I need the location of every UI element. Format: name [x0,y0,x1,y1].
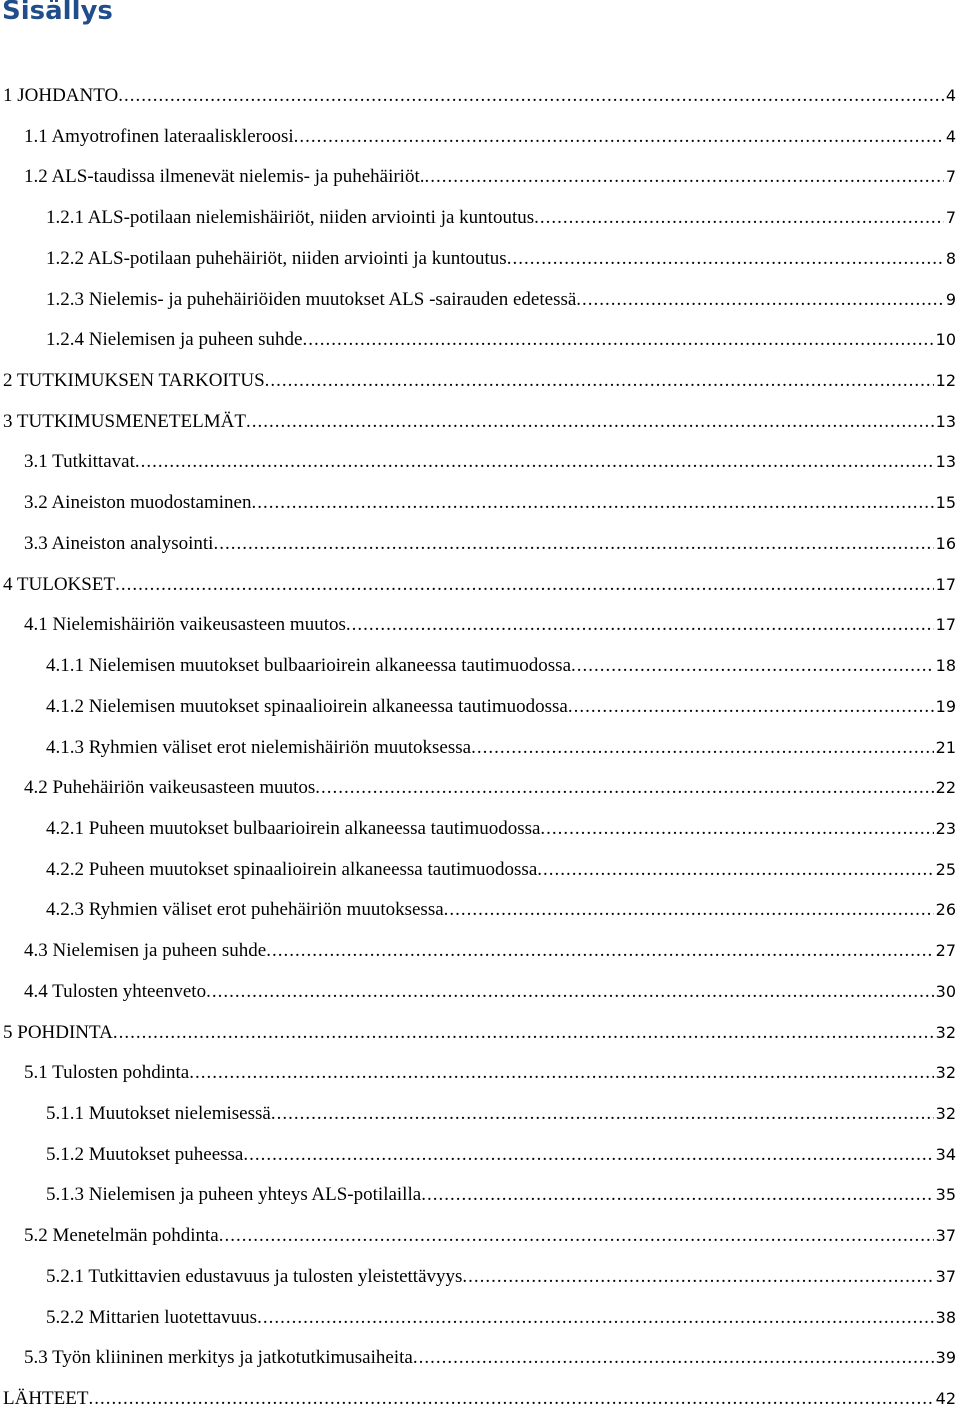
toc-entry-page-number: 4 [945,126,956,146]
toc-entry-title: 5.1 Tulosten pohdinta [24,1062,190,1084]
toc-entry-title: 3.1 Tutkittavat [24,451,135,473]
toc-entry[interactable] [0,1175,960,1216]
toc-entry[interactable] [0,890,960,931]
toc-dot-leader [444,890,934,930]
toc-entry-page-number: 35 [935,1185,956,1205]
toc-dot-leader [265,361,934,401]
toc-entry-page-number: 37 [935,1226,956,1246]
toc-dot-leader [576,280,944,320]
toc-entry[interactable] [0,1216,960,1257]
toc-dot-leader [507,239,944,279]
toc-entry[interactable] [0,728,960,769]
toc-dot-leader [206,972,934,1012]
toc-entry[interactable] [0,565,960,606]
toc-entry-title: 5.2.1 Tutkittavien edustavuus ja tulosten yleistettävyys [46,1265,463,1287]
toc-dot-leader [571,646,934,686]
toc-dot-leader [118,76,944,116]
toc-entry-title: 4.2.1 Puheen muutokset bulbaarioirein alkaneessa tautimuodossa [46,817,541,839]
toc-dot-leader [534,198,944,238]
toc-entry[interactable] [0,280,960,321]
toc-entry-page-number: 13 [935,452,956,472]
toc-entry[interactable] [0,1094,960,1135]
toc-entry-title: 3 TUTKIMUSMENETELMÄT [3,410,246,432]
toc-entry-title: 5.1.2 Muutokset puheessa [46,1143,244,1165]
toc-entry-page-number: 32 [935,1022,956,1042]
toc-entry[interactable] [0,972,960,1013]
toc-entry[interactable] [0,809,960,850]
toc-entry-page-number: 18 [935,656,956,676]
toc-entry-title: 4.2.3 Ryhmien väliset erot puhehäiriön muutoksessa [46,899,444,921]
toc-dot-leader [115,565,934,605]
toc-dot-leader [246,402,934,442]
toc-entry-title: 1.2.3 Nielemis- ja puhehäiriöiden muutokset ALS -sairauden edetessä [46,288,577,310]
toc-entry-title: 4.1.3 Ryhmien väliset erot nielemishäiriön muutoksessa [46,736,472,758]
toc-entry-title: 4 TULOKSET [3,573,116,595]
toc-entry-title: 5.2.2 Mittarien luotettavuus [46,1306,258,1328]
toc-entry-title: LÄHTEET [3,1388,89,1409]
toc-dot-leader [421,1175,933,1215]
toc-entry[interactable] [0,524,960,565]
toc-entry-page-number: 26 [935,900,956,920]
toc-entry[interactable] [0,442,960,483]
toc-entry[interactable] [0,320,960,361]
toc-dot-leader [413,1338,934,1378]
toc-dot-leader [189,1053,933,1093]
toc-dot-leader [346,605,934,645]
toc-entry[interactable] [0,483,960,524]
toc-entry-title: 4.3 Nielemisen ja puheen suhde [24,940,267,962]
toc-dot-leader [425,157,944,197]
toc-entry-page-number: 7 [945,208,956,228]
toc-entry-page-number: 9 [945,289,956,309]
toc-dot-leader [315,768,933,808]
toc-entry[interactable] [0,1379,960,1420]
toc-entry-page-number: 21 [935,737,956,757]
toc-entry-page-number: 8 [945,248,956,268]
toc-dot-leader [88,1379,933,1419]
toc-entry-title: 2 TUTKIMUKSEN TARKOITUS [3,370,265,392]
toc-entry[interactable] [0,1053,960,1094]
toc-entry-title: 5.1.3 Nielemisen ja puheen yhteys ALS-potilailla [46,1184,422,1206]
toc-entry-title: 4.2.2 Puheen muutokset spinaalioirein alkaneessa tautimuodossa [46,858,538,880]
toc-dot-leader [113,1013,934,1053]
toc-entry-page-number: 17 [935,574,956,594]
page-title: Sisällys [2,0,113,26]
toc-dot-leader [251,483,933,523]
toc-entry[interactable] [0,1338,960,1379]
toc-entry-page-number: 19 [935,696,956,716]
toc-entry-title: 1.2.2 ALS-potilaan puhehäiriöt, niiden arviointi ja kuntoutus [46,247,507,269]
toc-entry[interactable] [0,1135,960,1176]
toc-entry-title: 1 JOHDANTO [3,85,119,106]
toc-entry-page-number: 12 [935,371,956,391]
toc-entry[interactable] [0,198,960,239]
toc-entry-title: 3.3 Aineiston analysointi [24,532,214,554]
toc-entry-page-number: 23 [935,818,956,838]
table-of-contents [0,76,960,1420]
toc-entry-page-number: 37 [935,1266,956,1286]
toc-entry-title: 3.2 Aineiston muodostaminen [24,492,252,514]
toc-entry[interactable] [0,1257,960,1298]
toc-entry[interactable] [0,239,960,280]
toc-dot-leader [294,117,944,157]
toc-entry-title: 4.1.2 Nielemisen muutokset spinaalioirein alkaneessa tautimuodossa [46,695,568,717]
toc-entry-page-number: 34 [935,1144,956,1164]
toc-dot-leader [540,809,933,849]
toc-entry[interactable] [0,687,960,728]
toc-entry-page-number: 32 [935,1063,956,1083]
toc-entry[interactable] [0,117,960,158]
toc-entry-page-number: 27 [935,941,956,961]
toc-entry[interactable] [0,1298,960,1339]
toc-entry-title: 4.2 Puhehäiriön vaikeusasteen muutos [24,777,316,799]
toc-entry-page-number: 15 [935,493,956,513]
toc-entry-title: 4.1 Nielemishäiriön vaikeusasteen muutos [24,614,346,636]
toc-dot-leader [271,1094,934,1134]
toc-entry[interactable] [0,931,960,972]
toc-entry-title: 1.2.1 ALS-potilaan nielemishäiriöt, niiden arviointi ja kuntoutus [46,207,535,229]
toc-entry-page-number: 10 [935,330,956,350]
toc-entry-page-number: 39 [935,1348,956,1368]
toc-dot-leader [257,1298,934,1338]
toc-dot-leader [462,1257,933,1297]
toc-entry-page-number: 38 [935,1307,956,1327]
toc-entry[interactable] [0,1013,960,1054]
toc-dot-leader [471,728,934,768]
toc-dot-leader [537,850,933,890]
toc-dot-leader [213,524,933,564]
toc-entry-page-number: 25 [935,859,956,879]
toc-entry-page-number: 22 [935,778,956,798]
toc-entry[interactable] [0,402,960,443]
toc-entry-title: 1.2.4 Nielemisen ja puheen suhde [46,329,303,351]
toc-entry-page-number: 17 [935,615,956,635]
toc-entry-title: 5.1.1 Muutokset nielemisessä [46,1102,271,1124]
toc-entry-title: 5 POHDINTA [3,1021,113,1043]
toc-entry-page-number: 13 [935,411,956,431]
toc-entry-title: 4.1.1 Nielemisen muutokset bulbaarioirein alkaneessa tautimuodossa [46,655,572,677]
toc-entry-page-number: 7 [945,167,956,187]
toc-entry[interactable] [0,605,960,646]
toc-entry-page-number: 42 [935,1389,956,1408]
toc-entry[interactable] [0,850,960,891]
toc-entry[interactable] [0,768,960,809]
toc-entry-page-number: 4 [945,86,956,105]
toc-dot-leader [135,442,934,482]
toc-entry-title: 1.1 Amyotrofinen lateraaliskleroosi [24,125,294,147]
toc-entry-page-number: 16 [935,533,956,553]
toc-dot-leader [302,320,933,360]
toc-entry[interactable] [0,76,960,117]
toc-entry[interactable] [0,157,960,198]
toc-entry[interactable] [0,646,960,687]
toc-entry-title: 5.2 Menetelmän pohdinta [24,1225,219,1247]
toc-entry-page-number: 32 [935,1103,956,1123]
toc-entry[interactable] [0,361,960,402]
toc-entry-title: 5.3 Työn kliininen merkitys ja jatkotutkimusaiheita [24,1347,413,1369]
toc-entry-page-number: 30 [935,981,956,1001]
toc-dot-leader [568,687,934,727]
toc-entry-title: 4.4 Tulosten yhteenveto [24,980,207,1002]
toc-dot-leader [219,1216,934,1256]
toc-dot-leader [243,1135,933,1175]
toc-entry-title: 1.2 ALS-taudissa ilmenevät nielemis- ja puhehäiriöt. [24,166,425,188]
toc-dot-leader [266,931,933,971]
